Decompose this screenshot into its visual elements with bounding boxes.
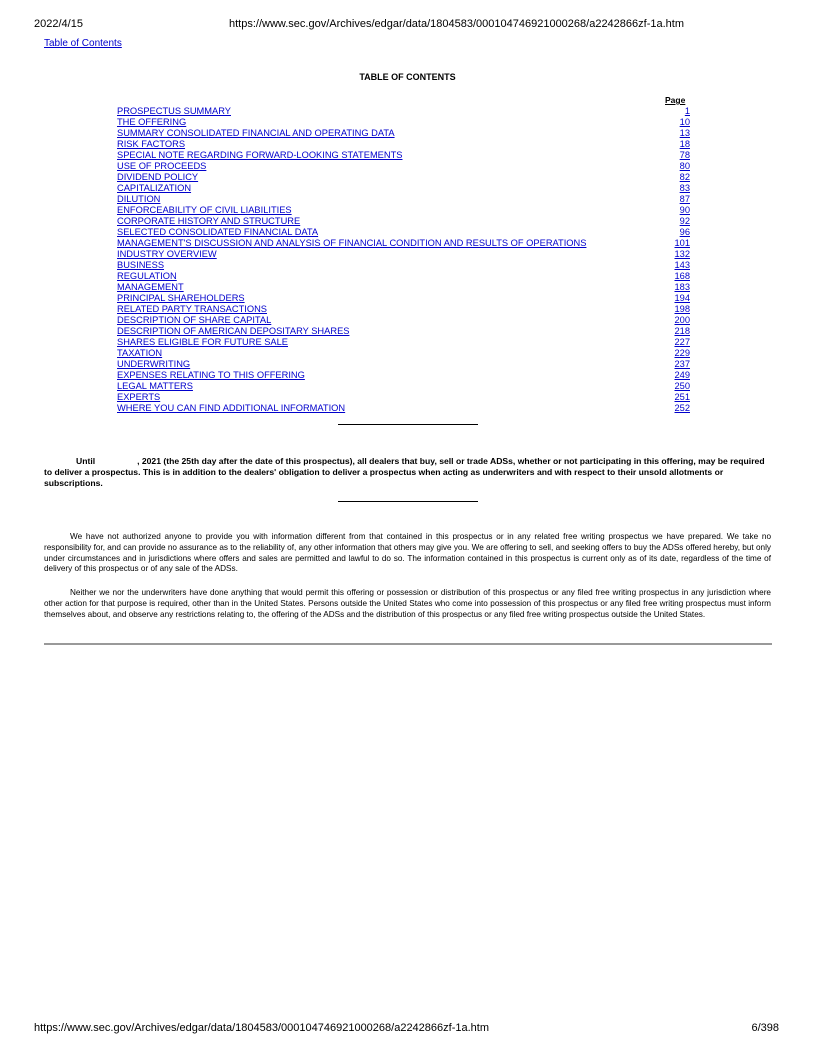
jurisdiction-paragraph — [44, 588, 771, 620]
authorization-paragraph-text: We have not authorized anyone to provide you with information different from that contained in this prospectus or in any related free writing prospectus we have prepared. We take no responsibility for, and can provide no assurance as to the reliability of, any other information that others may give you. We are offering to sell, and seeking offers to buy the ADSs offered hereby, but only under circumstances and in jurisdictions where offers and sales are permitted and lawful to do so. The information contained in this prospectus is current only as of its date, regardless of the time of delivery of this prospectus or of any sale of the ADSs. — [44, 532, 771, 574]
toc-entry-title-link[interactable]: SELECTED CONSOLIDATED FINANCIAL DATA — [117, 227, 319, 237]
toc-entry — [117, 238, 690, 249]
toc-entry — [117, 260, 690, 271]
authorization-paragraph — [44, 532, 771, 575]
separator-rule — [338, 501, 478, 502]
toc-entry-page-link[interactable]: 252 — [674, 403, 690, 413]
toc-entry-page-link[interactable]: 1 — [684, 106, 690, 116]
toc-entry-title-link[interactable]: REGULATION — [117, 271, 177, 281]
toc-entry-title-link[interactable]: CORPORATE HISTORY AND STRUCTURE — [117, 216, 301, 226]
page-column-label: Page — [665, 95, 686, 105]
print-date: 2022/4/15 — [34, 18, 83, 30]
toc-entry — [117, 161, 690, 172]
toc-entry — [117, 293, 690, 304]
toc-entry — [117, 106, 690, 117]
toc-entry-title-link[interactable]: THE OFFERING — [117, 117, 187, 127]
notice-text: , 2021 (the 25th day after the date of this prospectus), all dealers that buy, sell or trade ADSs, whether or not participating in this offering, may be required to deliver a prospectus. This is in addition to the dealers' obligation to deliver a prospectus when acting as underwriters and with respect to their unsold allotments or subscriptions. — [44, 456, 765, 488]
toc-entry-page-link[interactable]: 101 — [674, 238, 690, 248]
toc-entry-title-link[interactable]: INDUSTRY OVERVIEW — [117, 249, 217, 259]
toc-entry-title-link[interactable]: RELATED PARTY TRANSACTIONS — [117, 304, 267, 314]
print-page-number: 6/398 — [751, 1022, 779, 1034]
toc-entry-page-link[interactable]: 194 — [674, 293, 690, 303]
toc-entry-title-link[interactable]: CAPITALIZATION — [117, 183, 192, 193]
toc-entry — [117, 139, 690, 150]
toc-entry — [117, 117, 690, 128]
toc-entry — [117, 282, 690, 293]
toc-entry-title-link[interactable]: DESCRIPTION OF SHARE CAPITAL — [117, 315, 272, 325]
toc-entry — [117, 304, 690, 315]
toc-entry-title-link[interactable]: ENFORCEABILITY OF CIVIL LIABILITIES — [117, 205, 292, 215]
toc-entry-page-link[interactable]: 250 — [674, 381, 690, 391]
toc-entry — [117, 337, 690, 348]
toc-entry-page-link[interactable]: 90 — [679, 205, 690, 215]
toc-entry — [117, 128, 690, 139]
separator-rule — [338, 424, 478, 425]
toc-entry-title-link[interactable]: BUSINESS — [117, 260, 165, 270]
toc-entry-page-link[interactable]: 80 — [679, 161, 690, 171]
toc-entry-title-link[interactable]: USE OF PROCEEDS — [117, 161, 207, 171]
toc-entry-title-link[interactable]: TAXATION — [117, 348, 163, 358]
toc-entry — [117, 271, 690, 282]
toc-entry-title-link[interactable]: MANAGEMENT — [117, 282, 184, 292]
toc-entry-page-link[interactable]: 198 — [674, 304, 690, 314]
toc-entry — [117, 370, 690, 381]
toc-entry-page-link[interactable]: 227 — [674, 337, 690, 347]
toc-entry — [117, 216, 690, 227]
dealer-prospectus-notice — [44, 456, 771, 489]
toc-entry-title-link[interactable]: EXPERTS — [117, 392, 161, 402]
toc-entry — [117, 348, 690, 359]
toc-entry — [117, 183, 690, 194]
toc-entry-page-link[interactable]: 83 — [679, 183, 690, 193]
toc-entry-title-link[interactable]: UNDERWRITING — [117, 359, 191, 369]
toc-entry-title-link[interactable]: SPECIAL NOTE REGARDING FORWARD-LOOKING STATEMENTS — [117, 150, 403, 160]
toc-entry-title-link[interactable]: SHARES ELIGIBLE FOR FUTURE SALE — [117, 337, 289, 347]
toc-entry-title-link[interactable]: PRINCIPAL SHAREHOLDERS — [117, 293, 245, 303]
toc-entry-title-link[interactable]: DILUTION — [117, 194, 161, 204]
toc-entry-title-link[interactable]: EXPENSES RELATING TO THIS OFFERING — [117, 370, 305, 380]
toc-entry-page-link[interactable]: 251 — [674, 392, 690, 402]
toc-entry — [117, 315, 690, 326]
toc-list — [117, 106, 690, 414]
toc-entry-page-link[interactable]: 18 — [679, 139, 690, 149]
toc-entry-page-link[interactable]: 200 — [674, 315, 690, 325]
toc-entry-title-link[interactable]: PROSPECTUS SUMMARY — [117, 106, 231, 116]
print-url-footer: https://www.sec.gov/Archives/edgar/data/1804583/000104746921000268/a2242866zf-1a.htm — [34, 1022, 489, 1034]
toc-entry-title-link[interactable]: SUMMARY CONSOLIDATED FINANCIAL AND OPERATING DATA — [117, 128, 395, 138]
toc-entry — [117, 194, 690, 205]
toc-entry-title-link[interactable]: MANAGEMENT'S DISCUSSION AND ANALYSIS OF FINANCIAL CONDITION AND RESULTS OF OPERATIONS — [117, 238, 587, 248]
toc-entry-page-link[interactable]: 82 — [679, 172, 690, 182]
toc-entry-page-link[interactable]: 13 — [679, 128, 690, 138]
toc-entry-title-link[interactable]: DIVIDEND POLICY — [117, 172, 199, 182]
toc-entry-page-link[interactable]: 92 — [679, 216, 690, 226]
jurisdiction-paragraph-text: Neither we nor the underwriters have done anything that would permit this offering or possession or distribution of this prospectus or any filed free writing prospectus in any jurisdiction where other action for that purpose is required, other than in the United States. Persons outside the United States who come into possession of this prospectus or any filed free writing prospectus must inform themselves about, and observe any restrictions relating to, the offering of the ADSs and the distribution of this prospectus or any filed free writing prospectus outside the United States. — [44, 588, 771, 619]
toc-entry — [117, 150, 690, 161]
toc-entry-page-link[interactable]: 132 — [674, 249, 690, 259]
toc-entry-page-link[interactable]: 143 — [674, 260, 690, 270]
toc-entry-page-link[interactable]: 168 — [674, 271, 690, 281]
toc-entry-title-link[interactable]: LEGAL MATTERS — [117, 381, 193, 391]
toc-entry-page-link[interactable]: 229 — [674, 348, 690, 358]
toc-entry-title-link[interactable]: RISK FACTORS — [117, 139, 186, 149]
toc-entry-page-link[interactable]: 10 — [679, 117, 690, 127]
toc-entry-title-link[interactable]: DESCRIPTION OF AMERICAN DEPOSITARY SHARES — [117, 326, 350, 336]
toc-entry — [117, 381, 690, 392]
toc-entry-title-link[interactable]: WHERE YOU CAN FIND ADDITIONAL INFORMATION — [117, 403, 346, 413]
toc-entry-page-link[interactable]: 78 — [679, 150, 690, 160]
notice-until: Until — [76, 456, 96, 466]
toc-entry — [117, 205, 690, 216]
toc-entry — [117, 326, 690, 337]
toc-heading: TABLE OF CONTENTS — [359, 72, 456, 82]
table-of-contents-link[interactable]: Table of Contents — [44, 38, 122, 49]
page-bottom-rule — [44, 643, 772, 645]
toc-entry — [117, 249, 690, 260]
toc-entry — [117, 227, 690, 238]
toc-entry-page-link[interactable]: 237 — [674, 359, 690, 369]
toc-entry — [117, 172, 690, 183]
toc-entry-page-link[interactable]: 249 — [674, 370, 690, 380]
toc-entry — [117, 392, 690, 403]
toc-entry-page-link[interactable]: 96 — [679, 227, 690, 237]
toc-entry-page-link[interactable]: 87 — [679, 194, 690, 204]
toc-entry — [117, 359, 690, 370]
toc-entry-page-link[interactable]: 183 — [674, 282, 690, 292]
toc-entry — [117, 403, 690, 414]
print-url-header: https://www.sec.gov/Archives/edgar/data/1804583/000104746921000268/a2242866zf-1a.htm — [229, 18, 684, 30]
toc-entry-page-link[interactable]: 218 — [674, 326, 690, 336]
